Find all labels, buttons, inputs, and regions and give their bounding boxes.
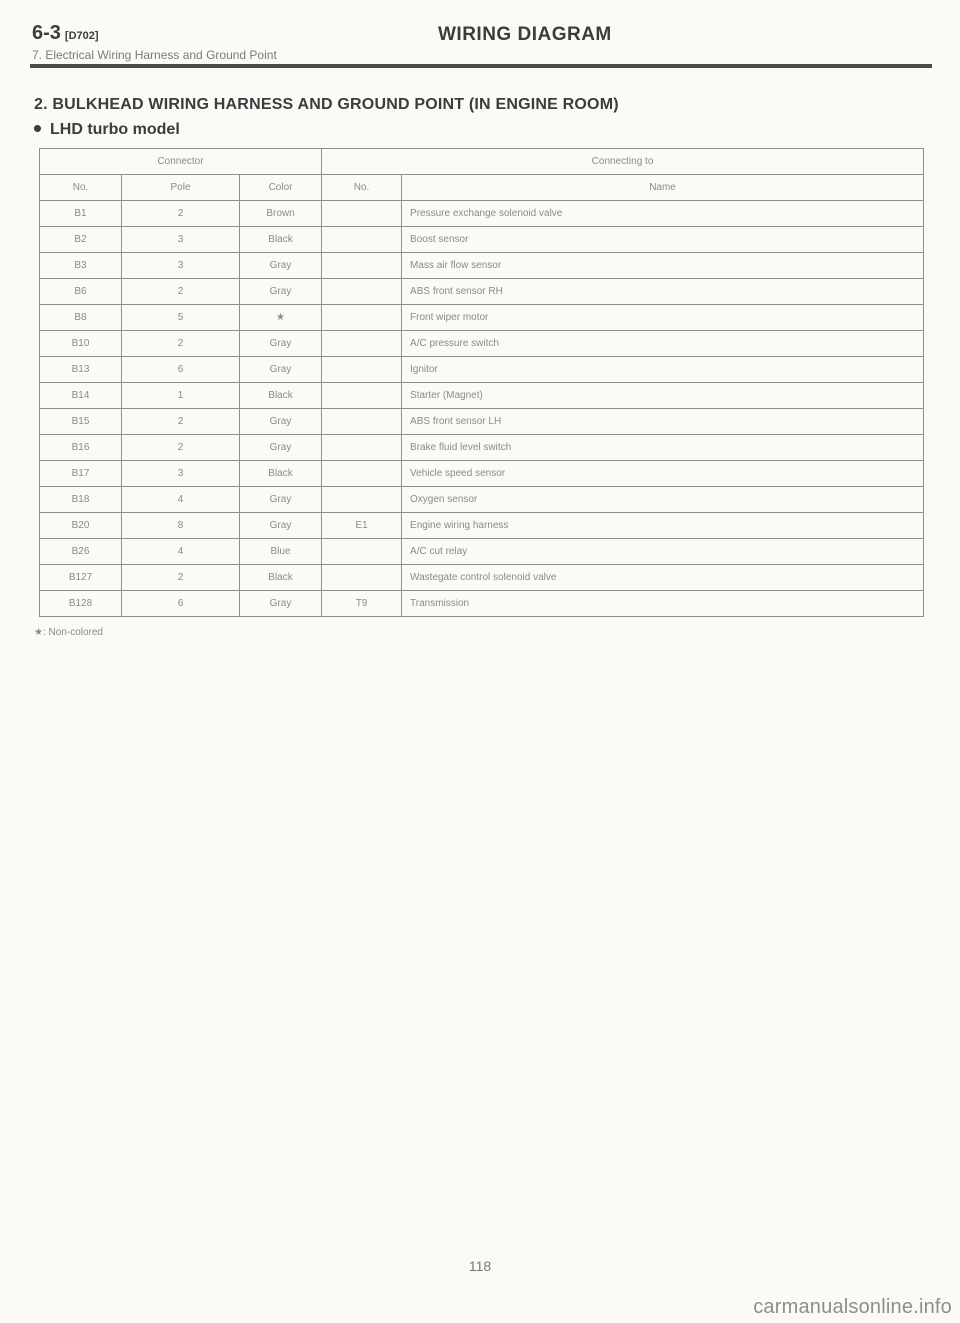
cell-connecting-no bbox=[322, 565, 402, 591]
cell-color: Gray bbox=[240, 253, 322, 279]
cell-color: Blue bbox=[240, 539, 322, 565]
cell-connector-no: B20 bbox=[40, 513, 122, 539]
section-id bbox=[32, 22, 99, 45]
cell-color: Gray bbox=[240, 279, 322, 305]
cell-color: Gray bbox=[240, 591, 322, 617]
cell-connecting-no: E1 bbox=[322, 513, 402, 539]
cell-pole: 2 bbox=[122, 331, 240, 357]
column-header-pole: Pole bbox=[122, 175, 240, 201]
table-row bbox=[40, 279, 924, 305]
cell-color: Gray bbox=[240, 435, 322, 461]
table-row bbox=[40, 591, 924, 617]
cell-connecting-no bbox=[322, 539, 402, 565]
cell-connector-no: B16 bbox=[40, 435, 122, 461]
cell-connecting-name: Mass air flow sensor bbox=[402, 253, 924, 279]
cell-connector-no: B26 bbox=[40, 539, 122, 565]
cell-connecting-name: Boost sensor bbox=[402, 227, 924, 253]
cell-connector-no: B14 bbox=[40, 383, 122, 409]
column-header-to-no: No. bbox=[322, 175, 402, 201]
cell-color: ★ bbox=[240, 305, 322, 331]
cell-connector-no: B1 bbox=[40, 201, 122, 227]
page-number: 118 bbox=[468, 1258, 492, 1274]
footnote: ★: Non-colored bbox=[34, 627, 103, 638]
cell-connector-no: B128 bbox=[40, 591, 122, 617]
cell-pole: 3 bbox=[122, 253, 240, 279]
table-row bbox=[40, 253, 924, 279]
cell-connecting-name: ABS front sensor RH bbox=[402, 279, 924, 305]
section-number: 6-3 bbox=[32, 22, 61, 44]
cell-pole: 1 bbox=[122, 383, 240, 409]
cell-pole: 2 bbox=[122, 279, 240, 305]
cell-pole: 6 bbox=[122, 591, 240, 617]
bullet-icon bbox=[34, 125, 41, 132]
cell-connecting-no bbox=[322, 201, 402, 227]
cell-pole: 3 bbox=[122, 461, 240, 487]
cell-color: Black bbox=[240, 227, 322, 253]
cell-connector-no: B6 bbox=[40, 279, 122, 305]
connecting-to-group-header: Connecting to bbox=[322, 149, 924, 175]
table-row bbox=[40, 383, 924, 409]
table-row bbox=[40, 565, 924, 591]
cell-connecting-no bbox=[322, 253, 402, 279]
table-row bbox=[40, 305, 924, 331]
table-row bbox=[40, 461, 924, 487]
cell-connecting-no bbox=[322, 409, 402, 435]
cell-connecting-no bbox=[322, 279, 402, 305]
table-row bbox=[40, 409, 924, 435]
cell-color: Black bbox=[240, 383, 322, 409]
model-subheading bbox=[34, 121, 180, 139]
cell-connector-no: B13 bbox=[40, 357, 122, 383]
cell-connector-no: B10 bbox=[40, 331, 122, 357]
cell-connecting-no bbox=[322, 227, 402, 253]
column-header-name: Name bbox=[402, 175, 924, 201]
cell-connector-no: B8 bbox=[40, 305, 122, 331]
cell-connector-no: B3 bbox=[40, 253, 122, 279]
cell-pole: 2 bbox=[122, 565, 240, 591]
column-header-no: No. bbox=[40, 175, 122, 201]
cell-connecting-name: Oxygen sensor bbox=[402, 487, 924, 513]
table-row bbox=[40, 357, 924, 383]
cell-connector-no: B15 bbox=[40, 409, 122, 435]
cell-connecting-name: A/C pressure switch bbox=[402, 331, 924, 357]
cell-connecting-no bbox=[322, 383, 402, 409]
cell-connector-no: B17 bbox=[40, 461, 122, 487]
cell-connecting-name: Front wiper motor bbox=[402, 305, 924, 331]
cell-connecting-no: T9 bbox=[322, 591, 402, 617]
table-body bbox=[40, 201, 924, 617]
cell-connector-no: B18 bbox=[40, 487, 122, 513]
cell-pole: 8 bbox=[122, 513, 240, 539]
connector-table bbox=[39, 148, 924, 617]
cell-connector-no: B127 bbox=[40, 565, 122, 591]
header-rule bbox=[30, 64, 932, 68]
cell-connecting-no bbox=[322, 435, 402, 461]
table-column-header-row bbox=[40, 175, 924, 201]
table-row bbox=[40, 201, 924, 227]
cell-color: Gray bbox=[240, 513, 322, 539]
document-title: WIRING DIAGRAM bbox=[438, 24, 612, 45]
section-code: [D702] bbox=[64, 30, 99, 42]
table-group-header-row bbox=[40, 149, 924, 175]
cell-pole: 6 bbox=[122, 357, 240, 383]
connector-group-header: Connector bbox=[40, 149, 322, 175]
cell-connecting-name: Brake fluid level switch bbox=[402, 435, 924, 461]
cell-connecting-no bbox=[322, 461, 402, 487]
cell-color: Gray bbox=[240, 357, 322, 383]
watermark-text: carmanualsonline.info bbox=[753, 1296, 952, 1318]
cell-color: Gray bbox=[240, 487, 322, 513]
cell-color: Gray bbox=[240, 409, 322, 435]
cell-connecting-name: Transmission bbox=[402, 591, 924, 617]
cell-connecting-no bbox=[322, 331, 402, 357]
table-row bbox=[40, 435, 924, 461]
cell-connecting-no bbox=[322, 487, 402, 513]
table-row bbox=[40, 487, 924, 513]
cell-color: Black bbox=[240, 461, 322, 487]
cell-connecting-name: Engine wiring harness bbox=[402, 513, 924, 539]
cell-connector-no: B2 bbox=[40, 227, 122, 253]
cell-connecting-name: A/C cut relay bbox=[402, 539, 924, 565]
cell-connecting-name: Pressure exchange solenoid valve bbox=[402, 201, 924, 227]
cell-pole: 5 bbox=[122, 305, 240, 331]
cell-pole: 2 bbox=[122, 409, 240, 435]
document-subtitle: 7. Electrical Wiring Harness and Ground Point bbox=[32, 48, 277, 62]
table-row bbox=[40, 331, 924, 357]
cell-connecting-no bbox=[322, 305, 402, 331]
cell-color: Brown bbox=[240, 201, 322, 227]
cell-pole: 2 bbox=[122, 201, 240, 227]
section-heading: 2. BULKHEAD WIRING HARNESS AND GROUND POINT (IN ENGINE ROOM) bbox=[34, 96, 619, 113]
cell-color: Gray bbox=[240, 331, 322, 357]
header-line bbox=[32, 22, 930, 50]
cell-connecting-name: ABS front sensor LH bbox=[402, 409, 924, 435]
cell-pole: 4 bbox=[122, 487, 240, 513]
cell-pole: 2 bbox=[122, 435, 240, 461]
table-row bbox=[40, 513, 924, 539]
cell-pole: 4 bbox=[122, 539, 240, 565]
table-row bbox=[40, 539, 924, 565]
model-subheading-text: LHD turbo model bbox=[50, 121, 180, 138]
cell-connecting-name: Starter (Magnet) bbox=[402, 383, 924, 409]
cell-connecting-name: Wastegate control solenoid valve bbox=[402, 565, 924, 591]
cell-connecting-name: Ignitor bbox=[402, 357, 924, 383]
cell-color: Black bbox=[240, 565, 322, 591]
cell-connecting-name: Vehicle speed sensor bbox=[402, 461, 924, 487]
page-header bbox=[32, 22, 930, 62]
cell-pole: 3 bbox=[122, 227, 240, 253]
column-header-color: Color bbox=[240, 175, 322, 201]
table-row bbox=[40, 227, 924, 253]
cell-connecting-no bbox=[322, 357, 402, 383]
